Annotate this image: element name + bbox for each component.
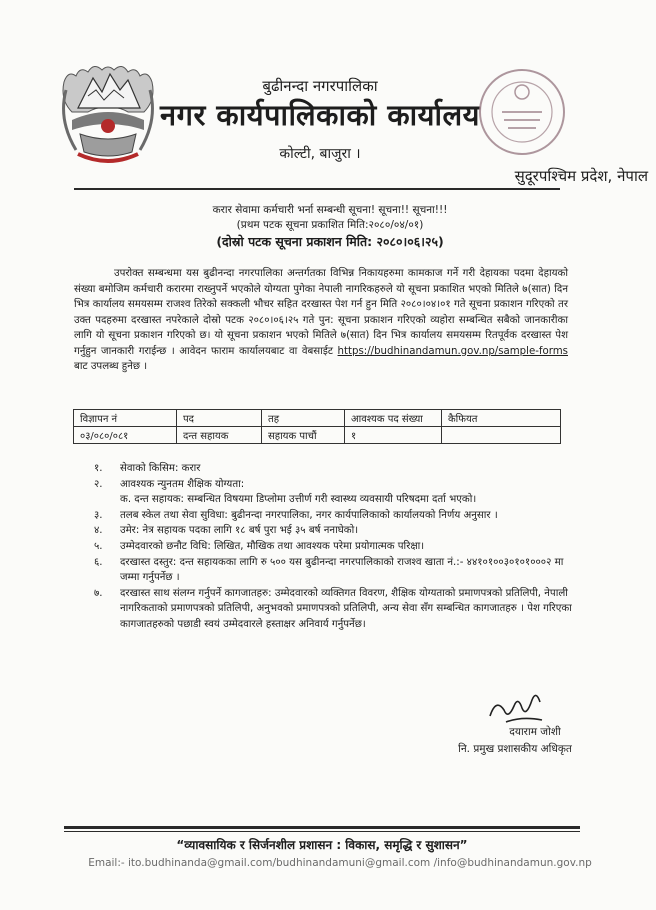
footer-slogan: “व्यावसायिक र सिर्जनशील प्रशासन : विकास, समृद्धि र सुशासन” bbox=[176, 838, 468, 852]
notice-body-text: उपरोक्त सम्बन्धमा यस बुढीनन्दा नगरपालिका अन्तर्गतका विभिन्न निकायहरुमा कामकाज गर्ने गरी देहायका पदमा देहायको संख्या बमोजिम कर्मचारी करारमा राख्नुपर्ने भएकोले योग्यता पुगेका नेपाली नागरिकहरुले यो सूचना प्रकाशित भएको मितिले ७(सात) दिन भित्र कार्यालय समयसम्म राजश्व तिरेको सक्कली भौचर सहित दरखास्त पेश गर्न हुन मिति २०८०।०४।०१ गते सूचना प्रकाशन गरिएको तर उक्त पदहरुमा दरखास्त नपरेकाले दोस्रो पटक २०८०।०६।२५ गते पुन: सूचना प्रकाशन गरिएको व्यहोरा सम्बन्धित सबैको जानकारीका लागि यो सूचना प्रकाशन गरिएको छ। यो सूचना प्रकाशन भएको मितिले ७(सात) दिन भित्र कार्यालय समयसम्म रितपूर्वक दरखास्त पेश गर्नुहुन जानकारी गराईन्छ । आवेदन फाराम कार्यालयबाट वा वेबसाईट bbox=[74, 268, 568, 357]
notice-body-end: बाट उपलब्ध हुनेछ । bbox=[74, 361, 148, 372]
sample-forms-link[interactable]: https://budhinandamun.gov.np/sample-forms bbox=[337, 345, 568, 357]
table-header-row bbox=[74, 410, 561, 427]
list-item: ७. दरखास्त साथ संलग्न गर्नुपर्ने कागजातहरु: उम्मेदवारको व्यक्तिगत विवरण, शैक्षिक योग्यताको प्रमाणपत्रको प्रतिलिपी, नेपाली नागरिकताको प्रमाणपत्रको प्रतिलिपी, अनुभवको प्रमाणपत्रको प्रतिलिपी, अन्य सेवा सँग सम्बन्धित कागजातहरु । पेश गरिएका कागजातहरुको पछाडी स्वयं उम्मेदवारले हस्ताक्षर अनिवार्य गर्नुपर्नेछ। bbox=[94, 587, 572, 630]
list-item: १. सेवाको किसिम: करार bbox=[94, 463, 201, 474]
list-item: क. दन्त सहायक: सम्बन्धित विषयमा डिप्लोमा उत्तीर्ण गरी स्वास्थ्य व्यवसायी परिषदमा दर्ता भएको। bbox=[120, 494, 477, 506]
col-header-remarks: कैफियत bbox=[442, 410, 561, 427]
nepal-emblem-icon bbox=[58, 60, 158, 164]
municipality-name: बुढीनन्दा नगरपालिका bbox=[262, 77, 378, 95]
col-header-level: तह bbox=[262, 410, 345, 427]
list-item: २. आवश्यक न्युनतम शैक्षिक योग्यता: bbox=[94, 478, 245, 490]
header-divider bbox=[74, 188, 560, 190]
signer-title: नि. प्रमुख प्रशासकीय अधिकृत bbox=[458, 743, 572, 755]
cell-level: सहायक पाचौं bbox=[262, 427, 345, 444]
first-publication-date: (प्रथम पटक सूचना प्रकाशित मिति:२०८०/०४/०१) bbox=[236, 219, 424, 231]
list-item: ३. तलब स्केल तथा सेवा सुविधा: बुढीनन्दा नगरपालिका, नगर कार्यपालिकाको कार्यालयको निर्णय अनुसार । bbox=[94, 509, 498, 521]
col-header-post: पद bbox=[177, 410, 262, 427]
list-item: ५. उम्मेदवारको छनौट विधि: लिखित, मौखिक तथा आवश्यक परेमा प्रयोगात्मक परिक्षा। bbox=[94, 540, 425, 552]
footer-emails: Email:- ito.budhinanda@gmail.com/budhinandamuni@gmail.com /info@budhinandamun.gov.np bbox=[88, 857, 592, 869]
second-publication-date: (दोस्रो पटक सूचना प्रकाशन मिति: २०८०।०६।२५) bbox=[216, 234, 444, 249]
footer-divider bbox=[64, 826, 580, 829]
notice-heading: करार सेवामा कर्मचारी भर्ना सम्बन्धी सूचना! सूचना!! सूचना!!! bbox=[212, 204, 448, 216]
table-row bbox=[74, 427, 561, 444]
list-item: ४. उमेर: नेत्र सहायक पदका लागि १८ बर्ष पुरा भई ३५ बर्ष ननाघेको। bbox=[94, 525, 359, 537]
requirements-list bbox=[94, 461, 572, 633]
cell-ad-no: ०३/०८०/०८१ bbox=[74, 427, 177, 444]
province-name: सुदूरपश्चिम प्रदेश, नेपाल bbox=[514, 167, 648, 185]
vacancy-table bbox=[73, 409, 561, 444]
col-header-ad-no: विज्ञापन नं bbox=[74, 410, 177, 427]
col-header-count: आवश्यक पद संख्या bbox=[345, 410, 442, 427]
footer-divider-thin bbox=[64, 831, 580, 832]
cell-count: १ bbox=[345, 427, 442, 444]
office-stamp-icon bbox=[474, 66, 570, 158]
signer-name: दयाराम जोशी bbox=[509, 726, 561, 738]
office-title: नगर कार्यपालिकाको कार्यालय bbox=[160, 98, 480, 132]
office-address: कोल्टी, बाजुरा । bbox=[279, 146, 361, 162]
cell-post: दन्त सहायक bbox=[177, 427, 262, 444]
cell-remarks bbox=[442, 427, 561, 444]
list-item: ६. दरखास्त दस्तुर: दन्त सहायकका लागि रु ५०० यस बुढीनन्दा नगरपालिकाको राजश्व खाता नं.:- ४४१०१००३०१०१०००२ मा जम्मा गर्नुपर्नेछ । bbox=[94, 556, 564, 584]
signature-icon bbox=[486, 686, 546, 730]
notice-body bbox=[74, 266, 568, 375]
